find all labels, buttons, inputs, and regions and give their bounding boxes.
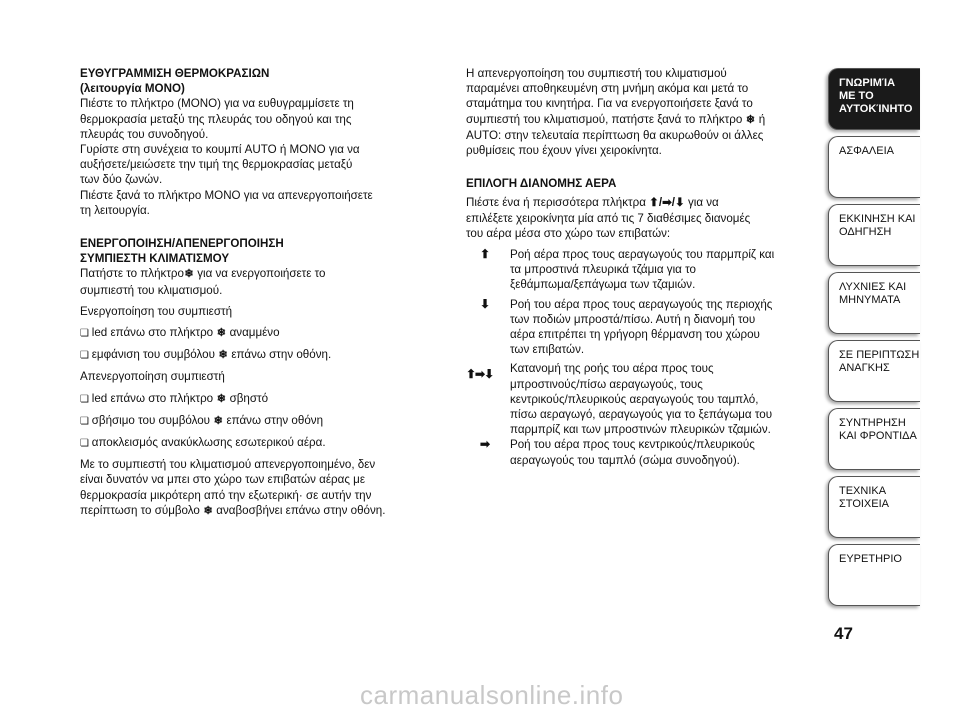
closing-paragraph: Με το συμπιεστή του κλιματισμού απενεργοποιημένο, δεν είναι δυνατόν να μπει στο χώρο των επιβατών αέρας με θερμοκρασία μικρότερη από την εξωτερική· σε αυτήν την περίπτωση το σύμβολο ❄ αναβοσβήνει επάνω στην οθόνη.: [80, 457, 452, 519]
selection-paragraph: Πιέστε ένα ή περισσότερα πλήκτρα ⬆/➡/⬇ για να επιλέξετε χειροκίνητα μία από τις 7 διαθέσιμες διανομές του αέρα μέσα στο χώρο των επιβατών:: [466, 196, 751, 240]
fan-icon: ❄: [184, 268, 194, 281]
tab-intro[interactable]: ΓΝΩΡΙΜΊΑ ΜΕ ΤΟ ΑΥΤΟΚΊΝΗΤΟ: [828, 68, 920, 130]
left-column: [80, 66, 452, 525]
right-column: [466, 66, 806, 468]
tab-index[interactable]: ΕΥΡΕΤΗΡΙΟ: [828, 544, 920, 606]
activation-label: Ενεργοποίηση του συμπιεστή: [80, 304, 233, 318]
tab-warning-lights[interactable]: ΛΥΧΝΙΕΣ ΚΑΙ ΜΗΝΥΜΑΤΑ: [828, 272, 920, 334]
section-title-compressor: ΕΝΕΡΓΟΠΟΙΗΣΗ/ΑΠΕΝΕΡΓΟΠΟΙΗΣΗ ΣΥΜΠΙΕΣΤΗ ΚΛΙΜΑΤΙΣΜΟΥ: [80, 237, 284, 266]
tab-technical-data[interactable]: ΤΕΧΝΙΚΑ ΣΤΟΙΧΕΙΑ: [828, 476, 920, 538]
chapter-tabs: [828, 68, 920, 612]
list-item: ⬆➡⬇ Κατανομή της ροής του αέρα προς τους μπροστινούς/πίσω αεραγωγούς, τους κεντρικούς/πλευρικούς αεραγωγούς του ταμπλό, πίσω αεραγωγό, αεραγωγούς για το ξεπάγωμα του παρμπρίζ και των μπροστινών πλευρικών τζαμιών.: [466, 362, 773, 437]
watermark: carmanualsonline.info: [360, 680, 624, 710]
tab-emergency[interactable]: ΣΕ ΠΕΡΙΠΤΩΣΗ ΑΝΑΓΚΗΣ: [828, 340, 920, 402]
tab-safety[interactable]: ΑΣΦΑΛΕΙΑ: [828, 136, 920, 198]
compressor-paragraph: Πατήστε το πλήκτρο❄ για να ενεργοποιήσετε το συμπιεστή του κλιματισμού.: [80, 267, 326, 297]
page-number: 47: [834, 624, 853, 643]
tab-maintenance[interactable]: ΣΥΝΤΗΡΗΣΗ ΚΑΙ ΦΡΟΝΤΙΔΑ: [828, 408, 920, 470]
arrow-down-icon: ⬇: [480, 296, 491, 311]
arrow-combo-icon: ⬆➡⬇: [466, 367, 494, 382]
list-item: ❏ led επάνω στο πλήκτρο ❄ σβηστό: [80, 391, 452, 407]
list-item: ❏ led επάνω στο πλήκτρο ❄ αναμμένο: [80, 325, 452, 341]
tab-starting-driving[interactable]: ΕΚΚΙΝΗΣΗ ΚΑΙ ΟΔΗΓΗΣΗ: [828, 204, 920, 266]
list-item: ❏ εμφάνιση του συμβόλου ❄ επάνω στην οθόνη.: [80, 347, 452, 363]
list-item: ❏ σβήσιμο του συμβόλου ❄ επάνω στην οθόνη: [80, 413, 452, 429]
fan-icon: ❄: [745, 113, 756, 126]
section-title-air-distribution: ΕΠΙΛΟΓΗ ΔΙΑΝΟΜΗΣ ΑΕΡΑ: [466, 177, 617, 191]
list-item: ➡ Ροή του αέρα προς τους κεντρικούς/πλευρικούς αεραγωγούς του ταμπλό (σώμα συνοδηγού).: [466, 437, 806, 467]
deactivation-label: Απενεργοποίηση συμπιεστή: [80, 370, 225, 384]
arrow-up-icon: ⬆: [480, 247, 491, 262]
arrow-right-icon: ➡: [480, 437, 491, 452]
arrow-keys-icon: ⬆/➡/⬇: [649, 196, 685, 210]
fan-icon: ❄: [203, 504, 213, 517]
list-item: ⬇ Ροή του αέρα προς τους αεραγωγούς της περιοχής των ποδιών μπροστά/πίσω. Αυτή η διανομή του αέρα επιτρέπει τη γρήγορη θέρμανση του χώρου των επιβατών.: [466, 297, 806, 358]
section-title-mono: ΕΥΘΥΓΡΑΜΜΙΣΗ ΘΕΡΜΟΚΡΑΣΙΩΝ (λειτουργία MONO): [80, 67, 270, 96]
mono-paragraph: Πιέστε το πλήκτρο (MONO) για να ευθυγραμμίσετε τη θερμοκρασία μεταξύ της πλευράς του οδηγού και της πλευράς του συνοδηγού. Γυρίστε στη συνέχεια το κουμπί AUTO ή MONO για να αυξήσετε/μειώσετε την τιμή της θερμοκρασίας μεταξύ των δύο ζωνών. Πιέστε ξανά το πλήκτρο MONO για να απενεργοποιήσετε τη λειτουργία.: [80, 97, 373, 217]
fan-icon: ❄: [213, 414, 223, 427]
fan-icon: ❄: [218, 349, 228, 362]
fan-icon: ❄: [216, 392, 226, 405]
fan-icon: ❄: [216, 327, 226, 340]
list-item: ⬆ Ροή αέρα προς τους αεραγωγούς του παρμπρίζ και τα μπροστινά πλευρικά τζάμια για το ξεθάμπωμα/ξεπάγωμα των τζαμιών.: [466, 247, 806, 293]
intro-paragraph: Η απενεργοποίηση του συμπιεστή του κλιματισμού παραμένει αποθηκευμένη στη μνήμη ακόμα και μετά το σταμάτημα του κινητήρα. Για να ενεργοποιήσετε ξανά το συμπιεστή του κλιματισμού, πατήστε ξανά το πλήκτρο ❄ ή AUTO: στην τελευταία περίπτωση θα ακυρωθούν οι άλλες ρυθμίσεις που έχουν γίνει χειροκίνητα.: [466, 67, 766, 158]
list-item: ❏ αποκλεισμός ανακύκλωσης εσωτερικού αέρα.: [80, 435, 452, 451]
